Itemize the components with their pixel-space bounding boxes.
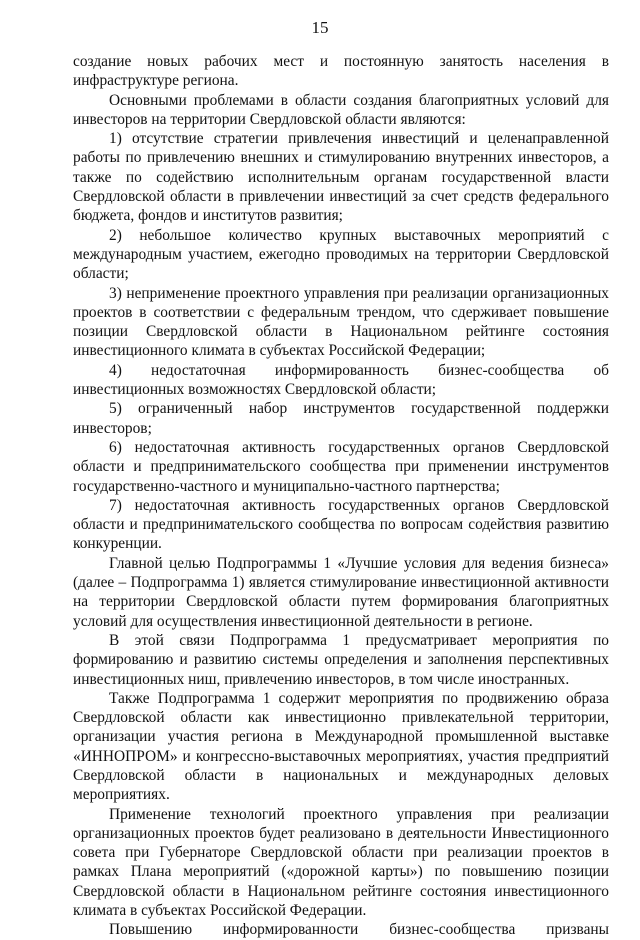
paragraph: В этой связи Подпрограмма 1 предусматривает мероприятия по формированию и развитию системы определения и заполнения перспективных инвестиционных ниш, привлечению инвесторов, в том числе иностранных. (73, 631, 609, 688)
paragraph: 7) недостаточная активность государственных органов Свердловской области и предпринимательского сообщества по вопросам содействия развитию конкуренции. (73, 496, 609, 553)
document-body (73, 52, 609, 940)
paragraph: Повышению информированности бизнес-сообщества призваны (109, 921, 609, 939)
paragraph: 5) ограниченный набор инструментов государственной поддержки инвесторов; (73, 400, 609, 437)
paragraph: 1) отсутствие стратегии привлечения инвестиций и целенаправленной работы по привлечению внешних и стимулированию внутренних инвесторов, а также по содействию исполнительным органам государственной власти Свердловской области в привлечении инвестиций за счет средств федерального бюджета, фондов и институтов развития; (73, 130, 609, 225)
paragraph: 2) небольшое количество крупных выставочных мероприятий с международным участием, ежегодно проводимых на территории Свердловской области; (73, 226, 609, 283)
page-number: 15 (311, 18, 329, 37)
paragraph: 3) неприменение проектного управления при реализации организационных проектов в соответствии с федеральным трендом, что сдерживает повышение позиции Свердловской области в Национальном рейтинге состояния инвестиционного климата в субъектах Российской Федерации; (73, 284, 609, 360)
paragraph: Главной целью Подпрограммы 1 «Лучшие условия для ведения бизнеса» (далее – Подпрограмма 1) является стимулирование инвестиционной активности на территории Свердловской области путем формирования благоприятных условий для осуществления инвестиционной деятельности в регионе. (73, 554, 609, 630)
paragraph: 4) недостаточная информированность бизнес-сообщества об инвестиционных возможностях Свердловской области; (73, 361, 609, 399)
paragraph: 6) недостаточная активность государственных органов Свердловской области и предпринимательского сообщества при применении инструментов государственно-частного и муниципально-частного партнерства; (73, 438, 609, 495)
paragraph: Также Подпрограмма 1 содержит мероприятия по продвижению образа Свердловской области как инвестиционно привлекательной территории, организации участия региона в Международной промышленной выставке «ИННОПРОМ» и конгрессно-выставочных мероприятиях, участия предприятий Свердловской области в национальных и международных деловых мероприятиях. (73, 689, 609, 804)
paragraph: Основными проблемами в области создания благоприятных условий для инвесторов на территории Свердловской области являются: (73, 91, 609, 128)
paragraph: создание новых рабочих мест и постоянную занятость населения в инфраструктуре региона. (73, 53, 609, 90)
paragraph: Применение технологий проектного управления при реализации организационных проектов будет реализовано в деятельности Инвестиционного совета при Губернаторе Свердловской области при реализации проектов в рамках Плана мероприятий («дорожной карты») по повышению позиции Свердловской области в Национальном рейтинге состояния инвестиционного климата в субъектах Российской Федерации. (73, 805, 609, 920)
